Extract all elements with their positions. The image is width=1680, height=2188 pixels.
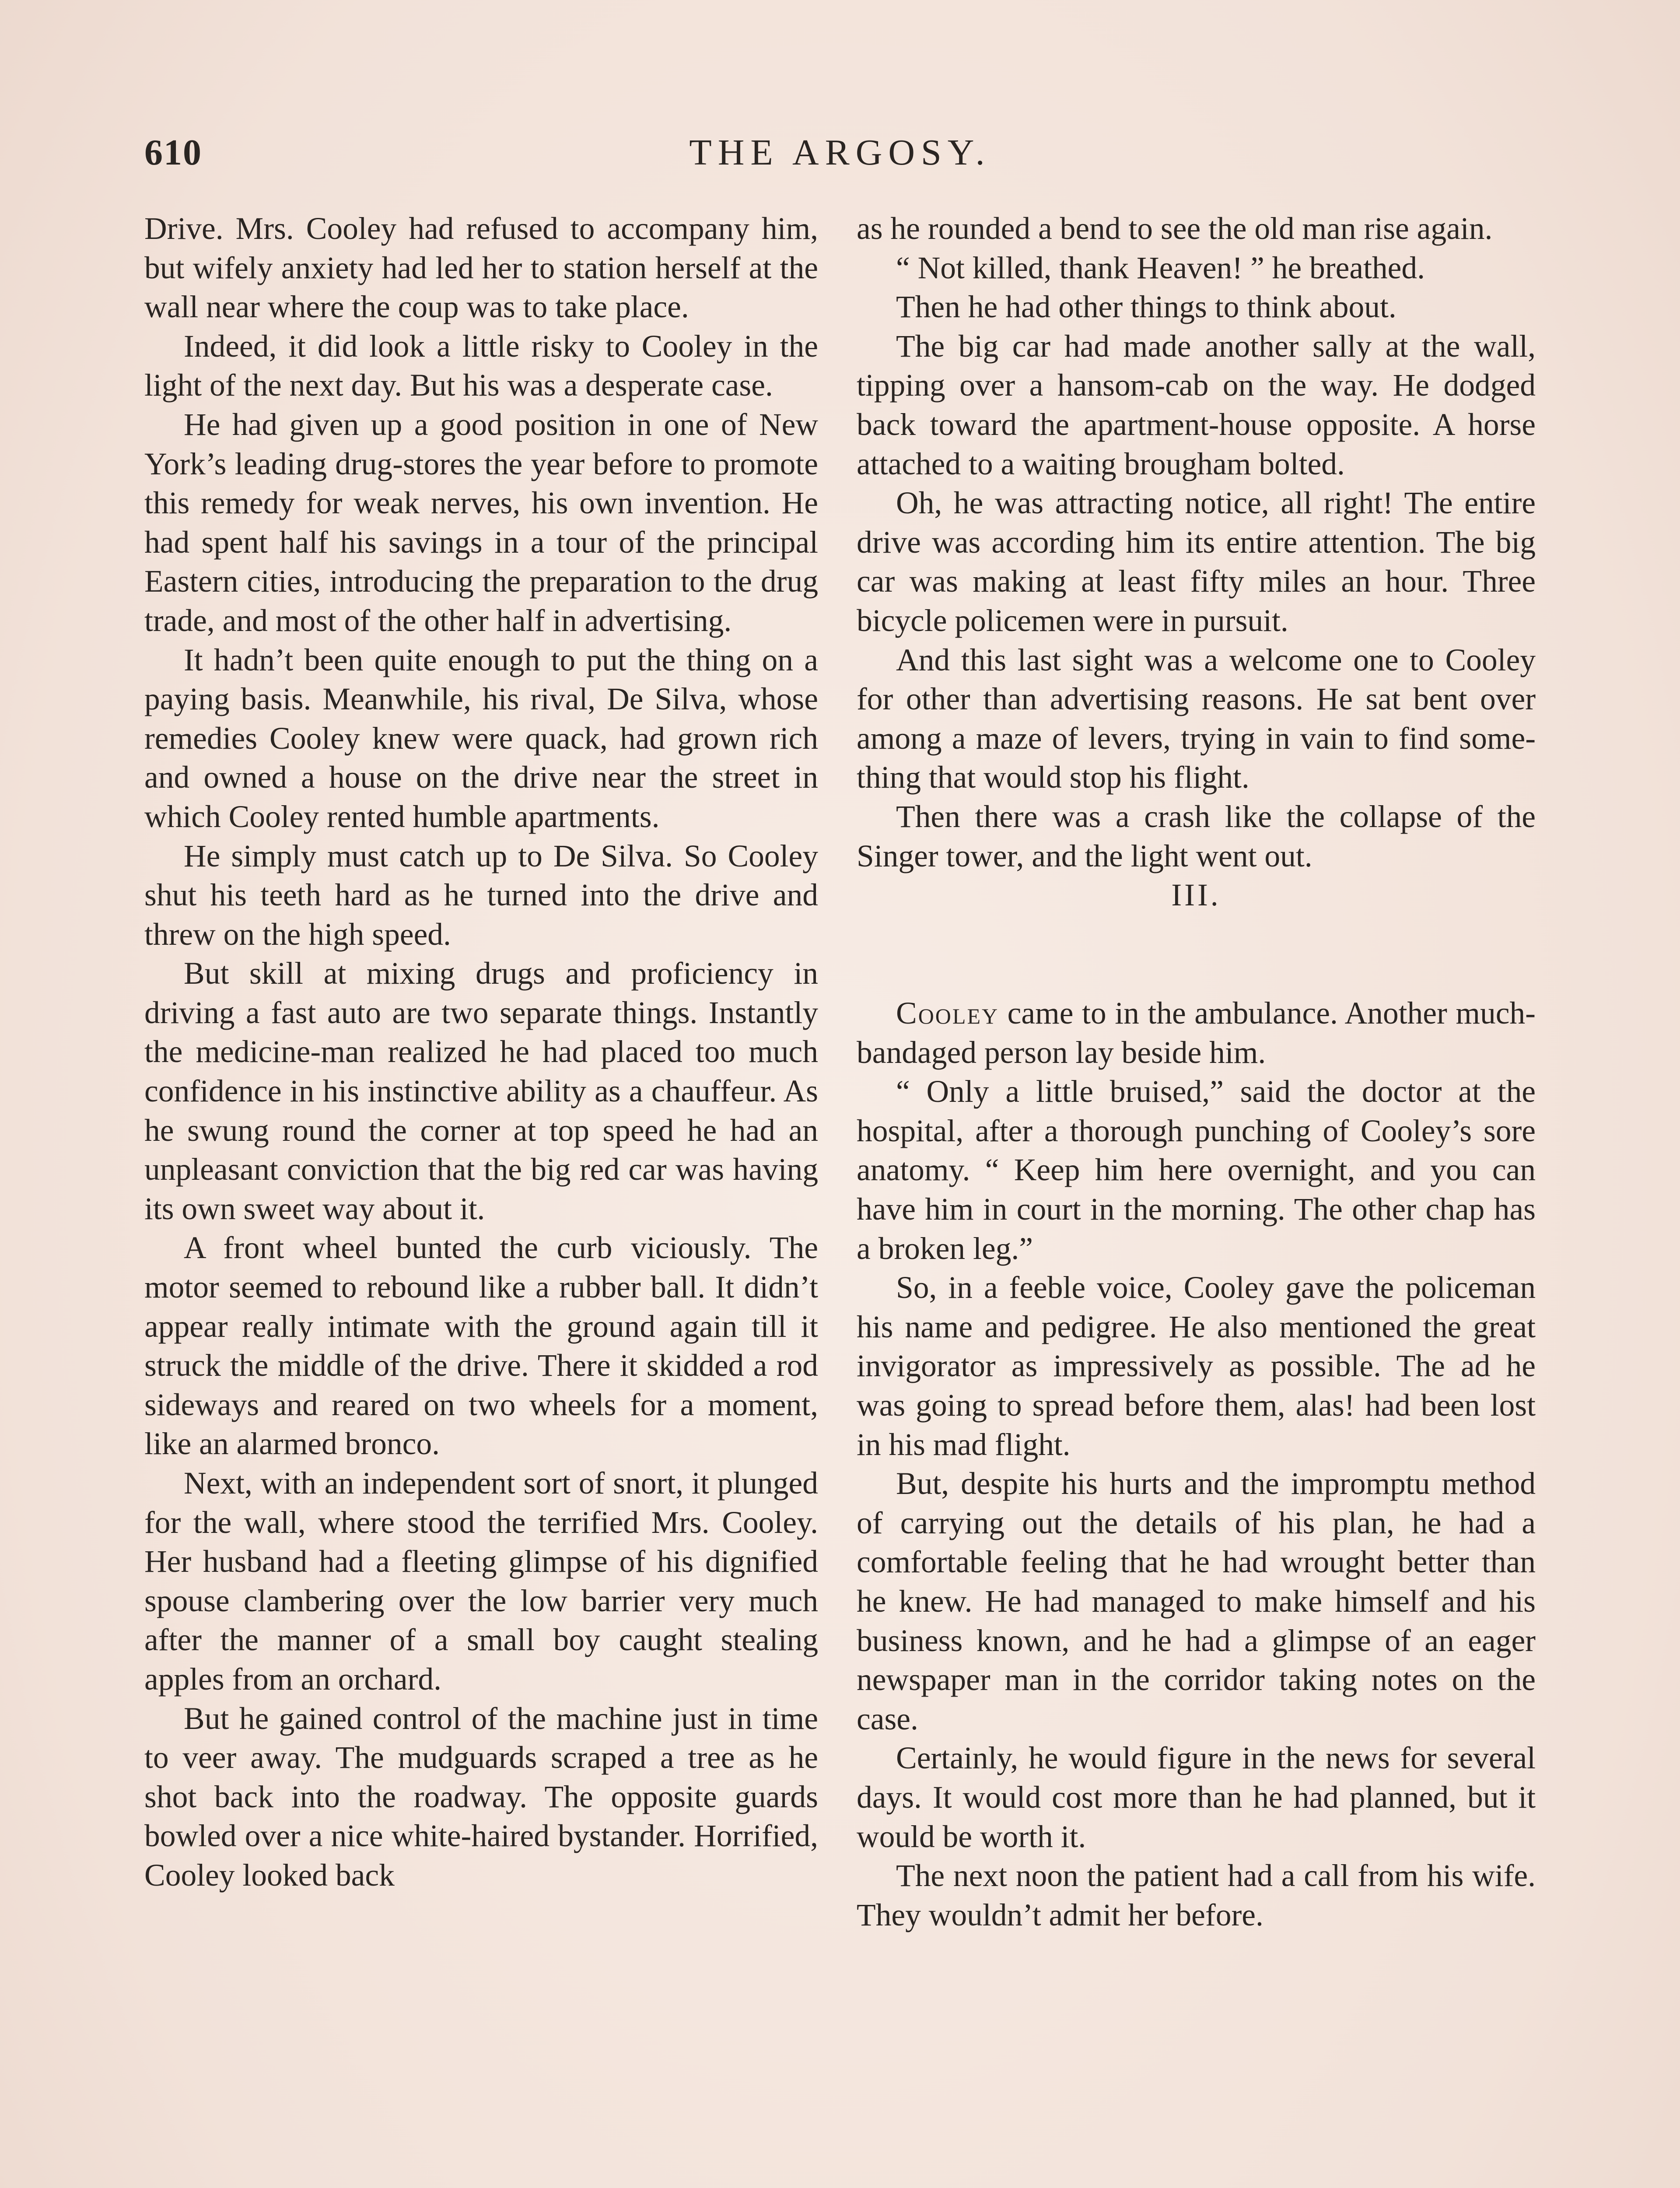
paragraph: Oh, he was attracting notice, all right! The entire drive was according him its entire attention. The big car was making at least fifty miles an hour. Three bicycle policemen were in pursuit. [857, 486, 1536, 638]
paragraph: as he rounded a bend to see the old man rise again. [857, 211, 1493, 246]
chapter-opening-paragraph [857, 994, 1536, 1072]
page-number: 610 [144, 132, 202, 173]
paragraph: It hadn’t been quite enough to put the thing on a paying basis. Meanwhile, his rival, De Silva, whose remedies Cooley knew were quack, had grown rich and owned a house on the drive near the street in which Cooley rented humble apartments. [144, 642, 818, 834]
paragraph: But he gained control of the machine just in time to veer away. The mudguards scraped a tree as he shot back into the roadway. The opposite guards bowled over a nice white-haired bystander. Horrified, Cooley looked back [144, 1701, 818, 1893]
paragraph: Indeed, it did look a little risky to Cooley in the light of the next day. But his was a desperate case. [144, 329, 818, 403]
paragraph: The big car had made another sally at the wall, tipping over a hansom-cab on the way. He dodged back toward the apartment-house opposite. A horse attached to a waiting brougham bolted. [857, 329, 1536, 481]
paragraph: A front wheel bunted the curb viciously. The motor seemed to rebound like a rubber ball. It didn’t appear really intimate with the ground again till it struck the middle of the drive. There it skidded a rod sideways and reared on two wheels for a moment, like an alarmed bronco. [144, 1231, 818, 1462]
paragraph: “ Not killed, thank Heaven! ” he breathed. [896, 250, 1425, 285]
paragraph: Then he had other things to think about. [896, 290, 1396, 325]
right-column [857, 209, 1536, 1935]
page-header [144, 131, 1536, 179]
paragraph: Certainly, he would figure in the news for several days. It would cost more than he had planned, but it would be worth it. [857, 1741, 1536, 1854]
paragraph: But, despite his hurts and the impromptu method of carrying out the details of his plan, he had a comfortable feeling that he had wrought better than he knew. He had managed to make himself and his business known, and he had a glimpse of an eager newspaper man in the corridor taking notes on the case. [857, 1466, 1536, 1736]
paragraph: He had given up a good position in one of New York’s leading drug-stores the year before to promote this remedy for weak nerves, his own invention. He had spent half his savings in a tour of the principal Eastern cities, introducing the preparation to the drug trade, and most of the other half in advertising. [144, 407, 818, 638]
paragraph: Drive. Mrs. Cooley had refused to accompany him, but wifely anxiety had led her to station herself at the wall near where the coup was to take place. [144, 211, 818, 325]
chapter-first-word: Cooley [896, 996, 999, 1031]
paragraph: But skill at mixing drugs and proficiency in driving a fast auto are two separate things. Instantly the medicine-man realized he had placed too much confidence in his instinctive ability as a chauffeur. As he swung round the corner at top speed he had an unpleasant conviction that the big red car was having its own sweet way about it. [144, 956, 818, 1226]
chapter-first-text: came to in the ambulance. Another much-bandaged person lay beside him. [857, 996, 1536, 1070]
left-column [144, 209, 818, 1895]
paragraph: He simply must catch up to De Silva. So Cooley shut his teeth hard as he turned into the drive and threw on the high speed. [144, 838, 818, 952]
section-heading: III. [1171, 878, 1221, 913]
paragraph: The next noon the patient had a call from his wife. They wouldn’t admit her before. [857, 1858, 1536, 1932]
running-head: THE ARGOSY. [689, 132, 991, 173]
paragraph: So, in a feeble voice, Cooley gave the policeman his name and pedigree. He also mentioned the great invigorator as impressively as possible. The ad he was going to spread before them, alas! had been lost in his mad flight. [857, 1270, 1536, 1462]
paragraph: Next, with an independent sort of snort, it plunged for the wall, where stood the terrified Mrs. Cooley. Her husband had a fleeting glimpse of his dignified spouse clambering over the low barrier very much after the manner of a small boy caught stealing apples from an orchard. [144, 1466, 818, 1697]
paragraph: And this last sight was a welcome one to Cooley for other than advertising reasons. He sat bent over among a maze of levers, trying in vain to find something that would stop his flight. [857, 642, 1536, 795]
paragraph: Then there was a crash like the collapse of the Singer tower, and the light went out. [857, 799, 1536, 873]
paragraph: “ Only a little bruised,” said the doctor at the hospital, after a thorough punching of Cooley’s sore anatomy. “ Keep him here overnight, and you can have him in court in the morning. The other chap has a broken leg.” [857, 1074, 1536, 1266]
